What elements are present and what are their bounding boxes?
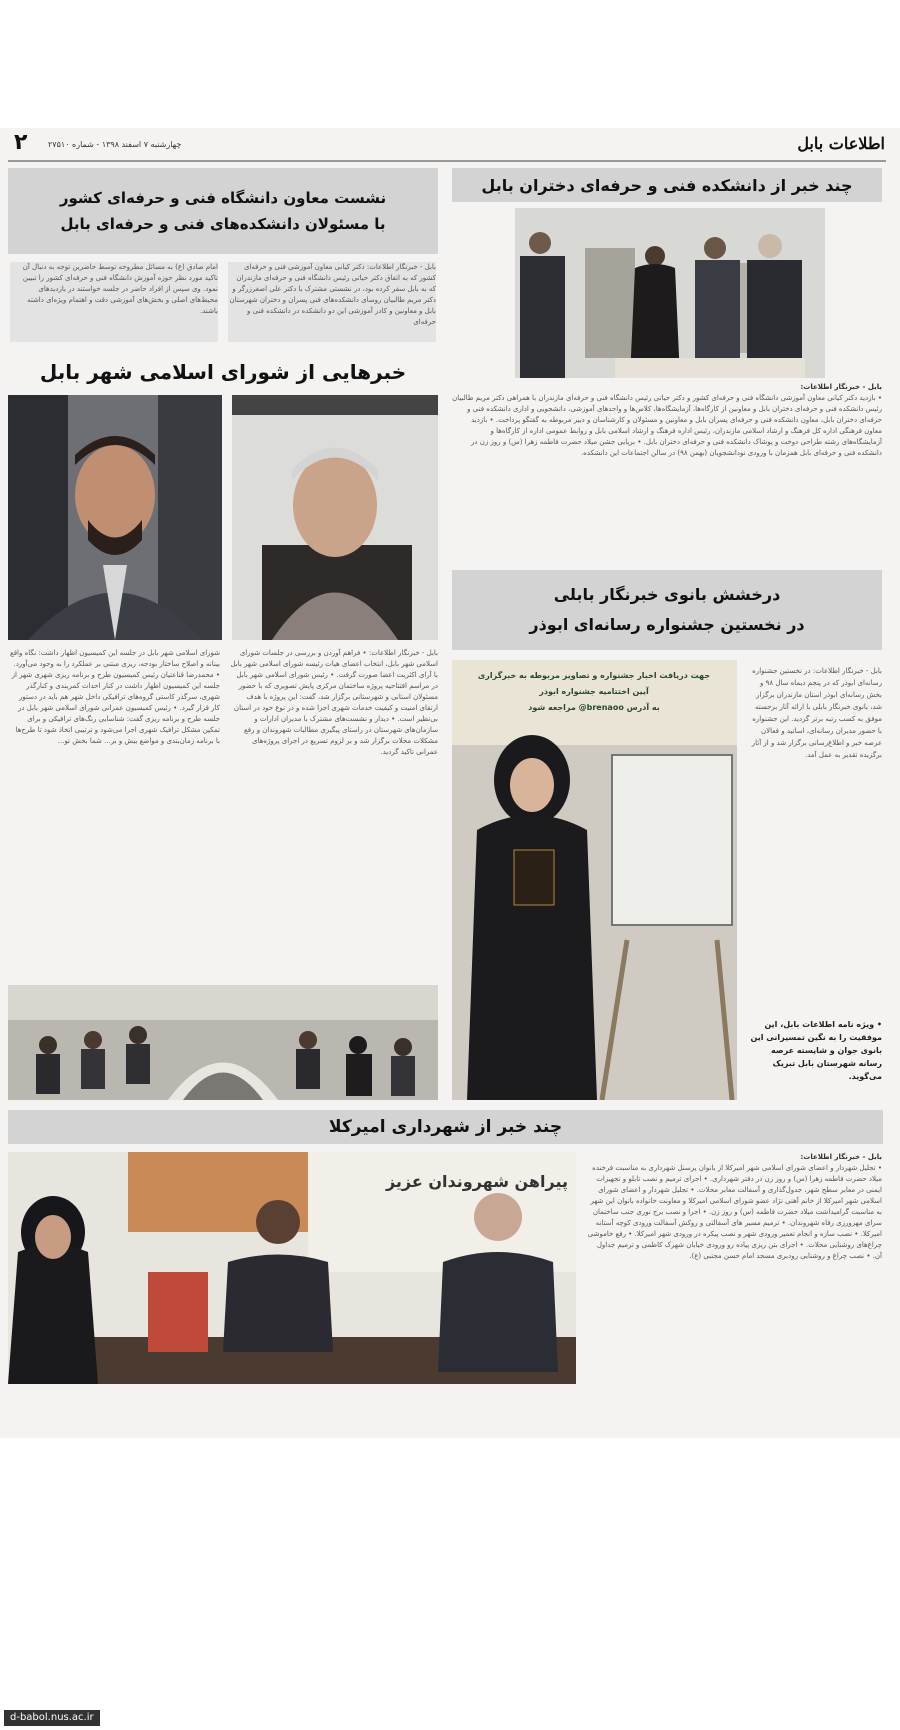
- byline: بابل - خبرنگار اطلاعات:: [800, 1153, 882, 1161]
- issue-date: چهارشنبه ۷ اسفند ۱۳۹۸ - شماره ۲۷۵۱۰: [48, 140, 182, 149]
- headline-journalist: [452, 570, 882, 650]
- deputy-meeting-col-right: بابل - خبرنگار اطلاعات: دکتر کیانی معاون آموزشی فنی و حرفه‌ای کشور که به اتفاق دکتر حیاتی رئیس دانشگاه فنی و حرفه‌ای مازندران که به بابل سفر کرده بود، در نشستی مشترک با دکتر علی اصغرزرگر و دکتر مریم طالبیان روسای دانشکده‌های فنی پسران و دختران شهرستان بابل و معاونین و کادر آموزشی این دو دانشکده در دانشکده فنی و حرفه‌ای: [228, 262, 436, 342]
- banner-line-1: جهت دریافت اخبار جشنواره و تصاویر مربوطه به خبرگزاری: [477, 671, 711, 680]
- headline-text: چند خبر از دانشکده فنی و حرفه‌ای دختران بابل: [481, 175, 853, 195]
- council-col-right: بابل - خبرنگار اطلاعات: • فراهم آوردن و بررسی در جلسات شورای اسلامی شهر بابل، انتخاب اعضای هیات رئیسه شورای اسلامی شهر بابل با آرای اکثریت اعضا صورت گرفت. • رئیس شورای اسلامی شهر بابل در مراسم افتتاحیه پروژه ساختمان مرکزی پایش تصویری که با حضور مسئولان استانی و شهرستانی برگزار شد، گفت: این پروژه با هدف ارتقای امنیت و کیفیت خدمات شهری اجرا شده و در نوع خود در استان بی‌نظیر است. • دیدار و نشست‌های مشترک با مدیران ادارات و سازمان‌های شهرستان در راستای پیگیری مطالبات شهروندان و رفع مشکلات محلات برگزار شد و بر لزوم تسریع در اجرای پروژه‌های عمرانی تاکید گردید.: [230, 649, 438, 756]
- body: • بازدید دکتر کیانی معاون آموزشی دانشگاه فنی و حرفه‌ای کشور و دکتر حیاتی رئیس دانشگاه فنی و حرفه‌ای مازندران با همراهی دکتر مریم طالبیان رئیس دانشکده فنی و حرفه‌ای دختران بابل و معاونین از کارگاه‌ها، آزمایشگاه‌ها، کلاس‌ها و واحدهای آموزشی، دانشجویی و اداری دانشکده فنی و حرفه‌ای دختران بابل، معاون دانشکده فنی و حرفه‌ای پسران بابل و معاونین و مسئولان و کارشناسان و دبیر مربوطه به گفتگو پرداخت. • بازدید معاون فرهنگی اداره کل فرهنگ و ارشاد اسلامی مازندران، رئیس اداره فرهنگ و ارشاد اسلامی بابل و روابط عمومی اداره از کارگاه‌ها و آزمایشگاه‌های رشته طراحی دوخت و پوشاک دانشکده فنی و حرفه‌ای دختران بابل. • برپایی جشن میلاد حضرت فاطمه زهرا (س) و روز زن در دانشکده فنی و حرفه‌ای بابل همزمان با ورودی نودانشجویان (بهمن ۹۸) در سالن اجتماعات این دانشکده.: [452, 394, 882, 457]
- headline-line-2: در نخستین جشنواره رسانه‌ای ابوذر: [529, 615, 805, 634]
- council-meeting-photo: [8, 985, 438, 1100]
- college-visit-photo: [515, 208, 825, 378]
- headline-deputy-meeting: [8, 168, 438, 254]
- page-number: ۲: [14, 130, 28, 155]
- headline-text: چند خبر از شهرداری امیرکلا: [328, 1117, 563, 1137]
- banner-line-2: آیین اختتامیه جشنواره ابوذر: [539, 687, 649, 696]
- site-url: d-babol.nus.ac.ir: [10, 1712, 94, 1723]
- headline-daughters-college: [452, 168, 882, 202]
- amirkola-text: [586, 1152, 882, 1384]
- headline-line-2: با مسئولان دانشکده‌های فنی و حرفه‌ای بابل: [60, 215, 386, 233]
- council-member-photo-right: [232, 395, 438, 640]
- headline-council: خبرهایی از شورای اسلامی شهر بابل: [39, 360, 407, 384]
- byline: بابل - خبرنگار اطلاعات:: [800, 383, 882, 391]
- body: • تجلیل شهردار و اعضای شورای اسلامی شهر امیرکلا از بانوان پرسنل شهرداری به مناسبت فرخنده میلاد حضرت فاطمه زهرا (س) و روز زن در دفتر شهرداری. • اجرای ترمیم و نصب تابلو و تجهیزات ایمنی در معابر سطح شهر، جدول‌گذاری و آسفالت معابر محلات. • تجلیل شهردار و اعضای شورای اسلامی شهر امیرکلا از خانم آهنی نژاد عضو شورای اسلامی امیرکلا و معاونت خانواده بانوان این شهر به مناسبت گرامیداشت میلاد حضرت فاطمه (س) و روز زن. • اجرا و نصب برج نوری جنب ساختمان سرای مهرورزی رفاه شهروندان. • ترمیم مسیر های آسفالتی و روکش آسفالت ورودی کوچه آستانه امیرکلا. • نصب سازه و انجام تعمیر ورودی شهر و نصب پیکره در ورودی شهر امیرکلا. • رفع خاموشی چراغ‌های روشنایی محلات. • اجرای بتن ریزی پیاده رو ورودی خیابان شهرک کاظمی و ترمیم جداول آن. • نصب چراغ و روشنایی رودبری مسجد امام حسن مجتبی (ع).: [587, 1164, 882, 1260]
- banner-line-3: به آدرس brenaoo@ مراجعه شود: [528, 703, 660, 712]
- site-watermark: [4, 1710, 100, 1726]
- journalist-closing: • ویژه نامه اطلاعات بابل، این موفقیت را به نگین تمسیرانی این بانوی جوان و شایسته عرصه رسانه شهرستان بابل تبریک می‌گوید.: [750, 1020, 882, 1081]
- event-banner: [464, 668, 724, 736]
- headline-amirkola: [8, 1110, 883, 1144]
- amirkola-photo: [8, 1152, 576, 1384]
- journalist-text: بابل - خبرنگار اطلاعات: در نخستین جشنواره رسانه‌ای ابوذر که در پنجم دیماه سال ۹۸ و بخش رسانه‌ای ابوذر استان مازندران برگزار شد، بانوی خبرنگار بابلی با ارائه آثار برجسته موفق به کسب رتبه برتر گردید. این جشنواره با حضور مدیران رسانه‌ای، اساتید و فعالان عرصه خبر و اطلاع‌رسانی برگزار شد و از آثار برگزیده تقدیر به عمل آمد.: [751, 667, 882, 759]
- headline-line-1: نشست معاون دانشگاه فنی و حرفه‌ای کشور: [59, 189, 387, 207]
- daughters-college-text: [452, 382, 882, 522]
- headline-line-1: درخشش بانوی خبرنگار بابلی: [553, 585, 781, 604]
- council-col-left: شورای اسلامی شهر بابل در جلسه این کمیسیون اظهار داشت: نگاه واقع بینانه و اصلاح ساختار بودجه، ریزی مبتنی بر عملکرد را به وجود می‌آورد. • محمدرضا قناعتیان رئیس کمیسیون طرح و برنامه ریزی شهری شهر از جلسه این کمیسیون اظهار داشت در کنار احداث کمربندی و کنارگذر شهری، سرگذر کاستی گروه‌های ترافیکی داخل شهر هم باید در دستور کار قرار گیرد. • رئیس کمیسیون عمرانی شورای اسلامی شهر بابل در جلسه طرح و برنامه ریزی گفت: شناسایی رنگ‌های ترافیکی و برای تمکین مشکل ترافیک شهری اجرا می‌شود و ترتیبی اتخاذ شود تا طرح‌ها با برنامه زمان‌بندی و مواضع بیش و بر... شما بخش تو...: [10, 649, 220, 745]
- amirkola-banner-text: پیراهن شهروندان عزیز: [385, 1172, 568, 1191]
- journalist-photo: [452, 660, 737, 1100]
- deputy-meeting-col-left: امام صادق (ع) به مسائل مطروحه توسط حاضرین توجه به دنبال آن تاکید مورد نظر حوزه آموزش دانشگاه فنی و حرفه‌ای کشور را تبیین نمود. وی سپس از افراد حاضر در جلسه خواستند در بازدیدهای محیط‌های اصلی و بخش‌های آموزشی دقت و اهتمام ویژه‌ای داشته باشند.: [10, 262, 218, 342]
- newspaper-logo: اطلاعات بابل: [797, 134, 885, 153]
- masthead-rule: [8, 160, 886, 162]
- council-member-photo-left: [8, 395, 222, 640]
